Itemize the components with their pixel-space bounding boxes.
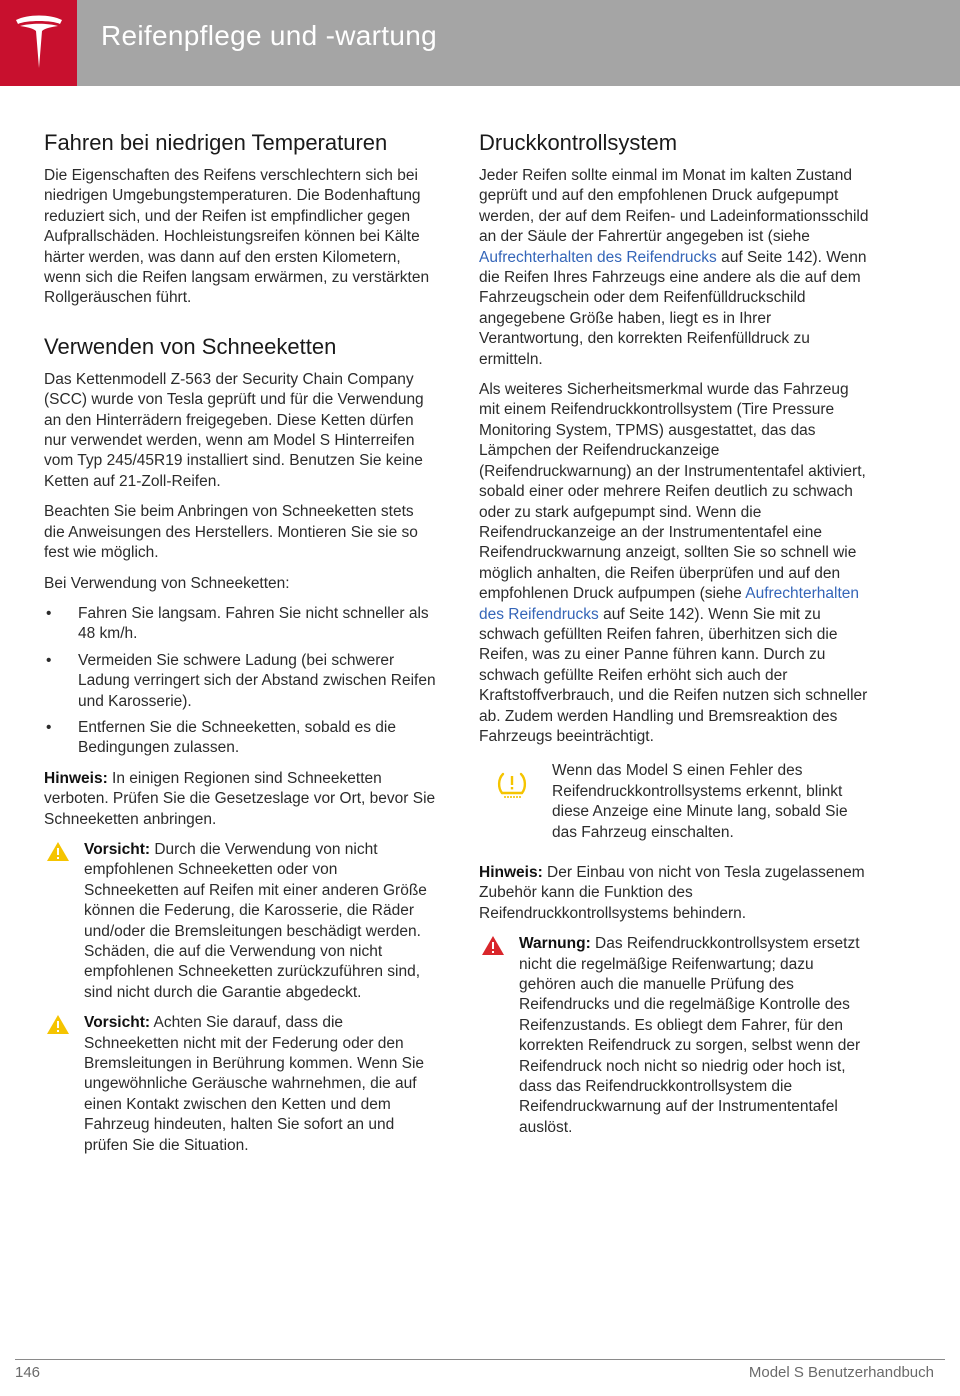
caution-label: Vorsicht: [84,840,151,858]
cold-weather-heading: Fahren bei niedrigen Temperaturen [44,130,388,155]
warning-triangle-icon [481,935,505,956]
tpms-paragraph-1 [479,166,873,370]
caution-body: Achten Sie darauf, dass die Schneeketten nicht mit der Federung oder den Bremsleitungen in Berührung kommen. Wenn Sie ungewöhnliche Geräusche wahrnehmen, die auf einen Kontakt zwischen den Ketten und dem Fahrzeug hindeuten, halten Sie sofort an und prüfen Sie die Situation. [84,1014,425,1154]
tpms-note [479,863,873,924]
tpms-warning-icon [497,771,527,799]
left-column [44,130,436,1166]
manual-title: Model S Benutzerhandbuch [748,1364,934,1381]
caution-block-1 [44,840,436,1003]
warning-label: Warnung: [519,935,591,953]
snow-chains-note [44,769,436,830]
page-title: Reifenpflege und -wartung [101,20,437,51]
warning-body: Das Reifendruckkontrollsystem ersetzt nicht die regelmäßige Reifenwartung; dazu gehören auch die manuelle Prüfung des Reifendrucks und die regelmäßige Kontrolle des Reifenzustands. Es obliegt dem Fahrer, für den korrekten Reifendruck zu sorgen, selbst wenn der Reifendruck noch nicht so niedrig oder hoch ist, dass das Reifendruckkontrollsystem die Reifendruckwarnung auf der Instrumententafel auslöst. [519,935,861,1136]
text-run: auf Seite 142). Wenn die Reifen Ihres Fahrzeugs eine andere als die auf dem Fahrzeugschein oder dem Reifenfülldruckschild angegebene Größe haben, liegt es in Ihrer Verantwortung, den korrekten Reifenfülldruck zu ermitteln. [479,248,867,368]
list-item [44,718,436,759]
list-item-text: Vermeiden Sie schwere Ladung (bei schwerer Ladung verringert sich der Abstand zwischen Reifen und Karosserie). [78,651,436,710]
warning-block [479,934,873,1138]
text-run: Als weiteres Sicherheitsmerkmal wurde das Fahrzeug mit einem Reifendruckkontrollsystem (Tire Pressure Monitoring System, TPMS) ausgestattet, das das Lämpchen der Reifendruckanzeige (Reifendruckwarnung) an der Instrumententafel aktiviert, sobald einer oder mehrere Reifen deutlich zu schwach oder zu stark aufgepumpt sind. Wenn die Reifendruckanzeige an der Instrumententafel eine Reifendruckwarnung anzeigt, sollten Sie so schnell wie möglich anhalten, die Reifen überprüfen und auf den empfohlenen Druck aufpumpen (siehe [479,381,866,603]
snow-chains-heading: Verwenden von Schneeketten [44,333,337,359]
caution-block-2 [44,1013,436,1156]
snow-chains-paragraph-2: Beachten Sie beim Anbringen von Schneeketten stets die Anweisungen des Herstellers. Montieren Sie sie so fest wie möglich. [44,503,418,562]
caution-text-2 [84,1013,436,1156]
footer-divider [15,1359,945,1360]
snow-chains-paragraph-3: Bei Verwendung von Schneeketten: [44,574,290,592]
tpms-indicator-block [479,761,873,843]
tpms-paragraph-2 [479,380,873,747]
text-run: Jeder Reifen sollte einmal im Monat im kalten Zustand geprüft und auf den empfohlenen Druck aufgepumpt werden, der auf dem Reifen- und Ladeinformationsschild an der Säule der Fahrertür angegeben ist (siehe [479,167,869,246]
list-item [44,651,436,712]
page-header [0,0,960,86]
caution-triangle-icon [46,1014,70,1035]
list-item-text: Entfernen Sie die Schneeketten, sobald es die Bedingungen zulassen. [78,718,396,757]
maintain-pressure-link[interactable]: Aufrechterhalten des Reifendrucks [479,585,859,623]
bullet-icon: • [46,651,52,669]
snow-chains-paragraph-1: Das Kettenmodell Z-563 der Security Chain Company (SCC) wurde von Tesla geprüft und für die Verwendung an den Hinterrädern freigegeben. Diese Ketten dürfen nur verwendet werden, wenn am Model S Hinterreifen vom Typ 245/45R19 installiert sind. Benutzen Sie keine Ketten auf 21-Zoll-Reifen. [44,370,424,490]
warning-text [519,934,873,1138]
list-item-text: Fahren Sie langsam. Fahren Sie nicht schneller als 48 km/h. [78,604,429,643]
cold-weather-paragraph: Die Eigenschaften des Reifens verschlechtern sich bei niedrigen Umgebungstemperaturen. Die Bodenhaftung reduziert sich, und der Reifen ist empfindlicher gegen Aufprallschäden. Hochleistungsreifen können bei Kälte härter werden, was dann auf den ersten Kilometern, wenn sich die Reifen langsam erwärmen, zu verstärkten Rollgeräuschen führt. [44,167,430,307]
note-text: Der Einbau von nicht von Tesla zugelassenem Zubehör kann die Funktion des Reifendruckkontrollsystems behindern. [479,864,865,922]
bullet-icon: • [46,604,52,622]
page-number: 146 [15,1364,41,1381]
snow-chains-list [44,604,436,759]
caution-triangle-icon [46,841,70,862]
caution-text-1 [84,840,436,1003]
bullet-icon: • [46,718,52,736]
list-item [44,604,436,645]
note-label: Hinweis: [479,864,543,881]
note-text: In einigen Regionen sind Schneeketten verboten. Prüfen Sie die Gesetzeslage vor Ort, bevor Sie Schneeketten anbringen. [44,769,436,828]
text-run: auf Seite 142). Wenn Sie mit zu schwach gefüllten Reifen fahren, überhitzen sich die Reifen, was zu einer Panne führen kann. Durch zu schwach gefüllte Reifen erhöht sich auch der Kraftstoffverbrauch, und die Reifen nutzen sich schneller ab. Zudem werden Handling und Bremsreaktion des Fahrzeugs beeinträchtigt. [479,605,868,745]
tesla-logo-icon [14,14,64,70]
tpms-heading: Druckkontrollsystem [479,130,678,155]
right-column [479,130,873,1148]
caution-body: Durch die Verwendung von nicht empfohlenen Schneeketten oder von Schneeketten auf Reifen mit einer anderen Größe können die Federung, die Karosserie, die Räder und/oder die Bremsleitungen beschädigt werden. Schäden, die auf die Verwendung von nicht empfohlenen Schneeketten zurückzuführen sind, sind nicht durch die Garantie abgedeckt. [84,840,427,1001]
note-label: Hinweis: [44,769,108,787]
tpms-indicator-text: Wenn das Model S einen Fehler des Reifendruckkontrollsystems erkennt, blinkt diese Anzeige eine Minute lang, sobald Sie das Fahrzeug einschalten. [552,762,848,841]
caution-label: Vorsicht: [84,1014,151,1032]
maintain-pressure-link[interactable]: Aufrechterhalten des Reifendrucks [479,248,717,266]
tesla-logo [0,0,77,86]
